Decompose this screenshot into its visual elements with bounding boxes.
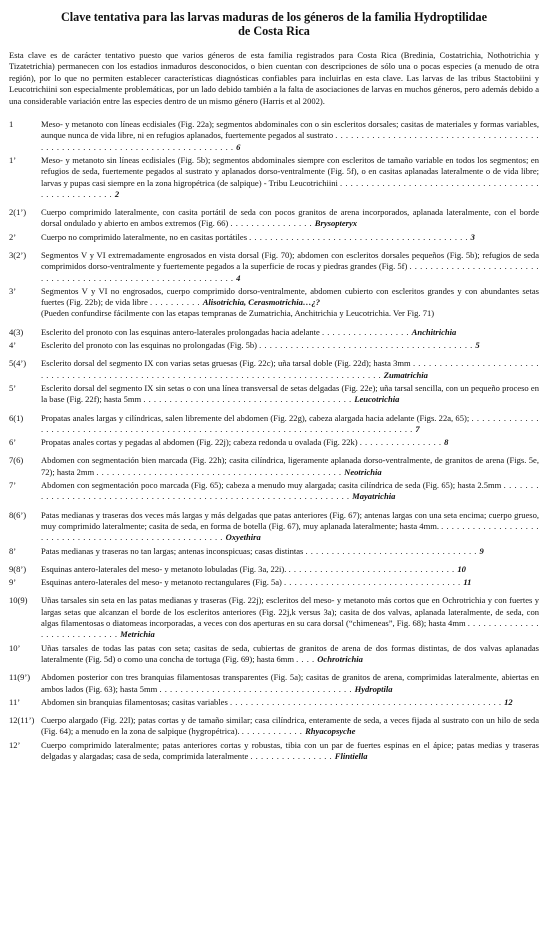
entry-text [41,340,539,351]
entry-text [41,564,539,575]
entry-text [41,595,539,640]
entry-result: 11 [463,577,472,588]
entry-result: Ochrotrichia [317,653,363,664]
leader-dots: . . . . . . . . . . . . . . . . . . . . . . . . . . . . . . . . . . . . . . . . . . . . . . . . . . . . . . . . . . . . . . [41,261,539,283]
leader-dots: . . . . . . . . . . . . . . . . . . . . . . . . . . . . . . . . . . . . . . . . . . . . . . . . . . . . . . . . . . . . . . . . . . [41,480,539,502]
key-couplet [9,564,539,589]
entry-text [41,250,539,284]
entry-text [41,119,539,153]
entry-result: 10 [457,563,466,574]
leader-dots: . . . . . . . . . . . . . . . . [230,218,315,229]
entry-number: 9’ [9,577,17,588]
key-couplet [9,595,539,665]
leader-dots: . . . . . . . . . . . . . . . . . . . . . . . . . . . . . . . . . . . . . . . . . . . . . . . [96,466,345,477]
entry-number: 1’ [9,154,17,165]
leader-dots: . . . . . . . . . . . . . . . . [359,437,445,448]
key-entry [9,697,539,708]
entry-text [41,286,539,320]
key-entry [9,455,539,478]
key-entry [9,595,539,640]
entry-description: Meso- y metanoto con líneas ecdisiales (Fig. 22a); segmentos abdominales con o sin escleritos dorsales; casitas de materiales y formas variables, aunque nunca de vida libre, ni en refugios aplanados, fuertemente pegados al sustrato [41,119,539,141]
entry-number: 7’ [9,480,17,491]
leader-dots: . . . . . . . . . . . . . . . . . . . . . . . . . . . . . . . . [288,563,458,574]
entry-number: 1 [9,119,14,130]
key-entry [9,480,539,503]
entry-result: 7 [415,423,420,434]
key-entry [9,672,539,695]
entry-description: Uñas tarsales de todas las patas con seta; casitas de seda, cubiertas de granitos de arena de dos formas distintas, de dos valvas aplanadas lateralmente (Fig. 5d) o como una concha de tortuga (Fig. 69); hasta 6mm [41,642,539,664]
entry-description: Esclerito del pronoto con las esquinas no prolongadas (Fig. 5b) [41,340,260,351]
entry-text [41,413,539,436]
leader-dots: . . . . . . . . . . . . . . . . . . . . . . . . . . . . . . . . . . . . . . . . . . . . . . . . . . . . . . [41,520,540,543]
key-entry [9,119,539,153]
entry-number: 3’ [9,285,17,296]
title-line-2: de Costa Rica [238,24,310,38]
entry-description: Patas medianas y traseras dos veces más largas y más delgadas que patas anteriores (Fig. 67); antenas largas con una seta encima; cuerpo grueso, muy comprimido lateralmente; casita de seda, en forma de botella (Fig. 67), muy aplanada lateralmente; hasta 4mm. [41,509,539,531]
entry-description: Patas medianas y traseras no tan largas; antenas inconspicuas; casas distintas [41,545,306,556]
entry-note: (Pueden confundirse fácilmente con las etapas tempranas de Zumatrichia, Anchitrichia y Leucotrichia. Ver Fig. 71) [41,308,435,319]
entry-result: Leucotrichia [354,394,400,405]
leader-dots: . . . . . . . . . . . . . . . . . . . . . . . . . . . . . . . . . . . . . . . . . . . . . . . . . . . . . . . . . . . . . . . . . . . . . . . . . . . . [41,130,539,152]
key-entry [9,383,539,406]
key-entry [9,510,539,544]
key-couplet [9,455,539,502]
key-entry [9,358,539,381]
entry-number: 2’ [9,231,17,242]
entry-number: 2(1’) [9,207,27,218]
key-entry [9,577,539,588]
key-entry [9,207,539,230]
entry-text [41,232,539,243]
entry-number: 10’ [9,642,21,653]
entry-number: 4’ [9,340,17,351]
entry-result: Brysopteryx [314,218,358,229]
entry-text [41,510,539,544]
entry-result: 4 [236,272,241,283]
entry-description: Abdomen con segmentación bien marcada (Fig. 22h); casita cilíndrica, ligeramente aplanada dorso-ventralmente, de granitos de arena (Figs. 5e, 72); hasta 2mm [41,455,539,477]
leader-dots: . . . . [296,653,318,664]
leader-dots: . . . . . . . . . . . . . . . . . [322,326,412,337]
key-entry [9,155,539,200]
title-line-1: Clave tentativa para las larvas maduras de los géneros de la familia Hydroptilidae [60,10,488,24]
entry-result: Hydroptila [354,683,393,694]
entry-text [41,546,539,557]
entry-number: 11(9’) [9,672,31,683]
entry-text [41,383,539,406]
entry-text [41,697,539,708]
entry-description: Abdomen con segmentación poco marcada (Fig. 65); cabeza a menudo muy alargada; casita cilíndrica de seda (Fig. 65); hasta 2.5mm [41,480,504,491]
entry-description: Abdomen posterior con tres branquias filamentosas transparentes (Fig. 5a); casitas de granitos de arena, comprimidas lateralmente, abiertas en ambos lados (Fig. 63); hasta 5mm [41,672,539,694]
entry-result: Rhyacopsyche [305,726,356,737]
entry-text [41,740,539,763]
leader-dots: . . . . . . . . . . . . . . . . . . . . . . . . . . . . . . . . . . . . . . . . [143,394,355,405]
entry-text [41,155,539,200]
key-entry [9,250,539,284]
key-couplet [9,327,539,352]
entry-result: Metrichia [120,629,155,640]
key-entry [9,413,539,436]
key-couplet [9,413,539,449]
entry-result: 12 [504,696,513,707]
entry-text [41,715,539,738]
entry-description: Cuerpo alargado (Fig. 22l); patas cortas y de tamaño similar; casa cilíndrica, enteramente de seda, a veces fijada al sustrato con un hilo de seda (Fig. 64); a menudo en la zona de salpique (hygropétrica). [41,715,539,737]
entry-description: Propatas anales cortas y pegadas al abdomen (Fig. 22j); cabeza redonda u ovalada (Fig. 22k) [41,437,360,448]
entry-number: 5’ [9,382,17,393]
leader-dots: . . . . . . . . . . . . [241,726,306,737]
entry-description: Esclerito dorsal del segmento IX con varias setas gruesas (Fig. 22c); uña tarsal doble (Fig. 22d); hasta 3mm [41,358,413,369]
leader-dots: . . . . . . . . . . . . . . . . . . . . . . . . . . . . . . . . . . . . . . . . . . . . . . . . . . . . [229,696,505,707]
entry-text [41,437,539,448]
leader-dots: . . . . . . . . . . . . . . . . . . . . . . . . . . . . . . . . . . [284,577,464,588]
entry-description: Meso- y metanoto sin líneas ecdisiales (Fig. 5b); segmentos abdominales siempre con escleritos de tamaño variable en todos los segmentos; en refugios de seda, fuertemente pegados al sustrato y aplanados dorso-ventralmente (Fig. 5f), o en casitas aplanadas lateralmente o de vida libre; larvas y pupas casi siempre en la zona higropétrica (de salpique) - Tribu Leucotrichiini [41,154,539,188]
key-entry [9,643,539,666]
entry-description: Esclerito dorsal del segmento IX sin setas o con una línea transversal de setas delgadas (Fig. 22e); uña tarsal sencilla, con un pequeño proceso en la base (Fig. 22f); hasta 5mm [41,382,539,405]
entry-result: 6 [236,141,241,152]
entry-description: Cuerpo comprimido lateralmente; patas anteriores cortas y robustas, tibia con un par de fuertes espinas en el ápice; patas medias y traseras delgadas y alargadas; casa de seda, comprimida lateralmente [41,739,539,761]
entry-result: Flintiella [334,750,368,761]
entry-text [41,577,539,588]
leader-dots: . . . . . . . . . . . . . . . . [250,750,335,761]
key-couplet [9,672,539,708]
entry-number: 7(6) [9,455,24,466]
entry-result: Alisotrichia, Cerasmotrichia…¿? [202,297,320,308]
entry-description: Esquinas antero-laterales del meso- y metanoto lobuladas (Fig. 3a, 22i). [41,563,289,574]
entry-text [41,207,539,230]
entry-result: 2 [114,188,120,199]
entry-text [41,358,539,381]
entry-description: Esquinas antero-laterales del meso- y metanoto rectangulares (Fig. 5a) [41,577,285,588]
entry-description: Cuerpo no comprimido lateralmente, no en casitas portátiles [41,231,250,242]
leader-dots: . . . . . . . . . . . . . . . . . . . . . . . . . . . . . . . . . [305,545,480,556]
key-entry [9,740,539,763]
key-entry [9,286,539,320]
key-entry [9,715,539,738]
leader-dots: . . . . . . . . . . . . . . . . . . . . . . . . . . . . . . . . . . . . . . . . . . [249,231,471,242]
entry-text [41,455,539,478]
entry-result: 8 [444,437,449,448]
key-couplet [9,119,539,200]
key-entry [9,437,539,448]
identification-key [9,119,539,762]
key-entry [9,232,539,243]
entry-text [41,643,539,666]
entry-result: 9 [479,545,484,556]
entry-result: Anchitrichia [411,326,457,337]
leader-dots: . . . . . . . . . . . . . . . . . . . . . . . . . . . . . [41,618,539,640]
entry-text [41,480,539,503]
entry-number: 10(9) [9,595,28,606]
entry-number: 6’ [9,437,17,448]
entry-number: 4(3) [9,326,24,337]
intro-paragraph: Esta clave es de carácter tentativo puesto que varios géneros de esta familia registrados para Costa Rica (Bredinia, Costatrichia, Nothotrichia y Tizatetrichia) permanecen con los estadios inmaduros desconocidos, o bien cuentan con descripciones de sólo una o pocas especies (a menudo de otra región), por lo que no permiten establecer características diagnósticas confiables para incluirlas en esta clave. Las larvas de las tribus Stactobiini y Leucotrichiini son especialmente problemáticas, por un lado debido también a la falta de asociaciones de larvas en muchos géneros, pero además debido a una considerable variación entre las especies dentro de un mismo género (Harris et al 2002). [9,50,539,106]
document-title [9,10,539,38]
entry-result: Mayatrichia [352,491,396,502]
entry-description: Propatas anales largas y cilíndricas, salen libremente del abdomen (Fig. 22g), cabeza alargada hacia adelante (Figs. 22a, 65); [41,412,472,423]
key-entry [9,340,539,351]
entry-result: 3 [470,231,475,242]
key-couplet [9,715,539,762]
entry-number: 3(2’) [9,250,27,260]
entry-number: 12(11’) [9,715,35,726]
leader-dots: . . . . . . . . . . . . . . . . . . . . . . . . . . . . . . . . . . . . . . . . . . . . . . . . . . . . . . . . . . . . . . . . . . . . . . . . . . . . . . . . . . . . [41,412,539,434]
entry-number: 8(6’) [9,509,27,520]
entry-text [41,672,539,695]
entry-description: Segmentos V y VI no engrosados, cuerpo comprimido dorso-ventralmente, abdomen cubierto con escleritos grandes y con abundantes setas fuertes (Fig. 22b); de vida libre [41,285,539,308]
key-couplet [9,510,539,557]
leader-dots: . . . . . . . . . . . . . . . . . . . . . . . . . . . . . . . . . . . . . [159,683,355,694]
leader-dots: . . . . . . . . . . . . . . . . . . . . . . . . . . . . . . . . . . . . . . . . . . . . . . . . . . . . . . . . . . . . . . . . . . . . . . . . . . . . . . . . . . . . . . . . . [41,358,539,380]
entry-number: 9(8’) [9,563,27,574]
entry-description: Segmentos V y VI extremadamente engrosados en vista dorsal (Fig. 70); abdomen con escleritos dorsales pequeños (Fig. 5b); refugios de seda comprimidos dorso-ventralmente y fuertemente pegados a la superficie de rocas y piedras grandes (Fig. 5f) [41,250,539,272]
entry-description: Abdomen sin branquias filamentosas; casitas variables [41,696,230,707]
entry-result: Zumatrichia [383,369,428,380]
entry-text [41,327,539,338]
entry-number: 12’ [9,739,21,750]
leader-dots: . . . . . . . . . . . . . . . . . . . . . . . . . . . . . . . . . . . . . . . . . . . . . . . . . . . . [41,177,539,199]
key-couplet [9,250,539,320]
key-entry [9,546,539,557]
entry-number: 11’ [9,696,21,707]
entry-description: Uñas tarsales sin seta en las patas medianas y traseras (Fig. 22j); escleritos del meso- y metanoto más cortos que en Ochrotrichia y con fuertes y largas setas que alcanzan el borde de los escleritos anteriores (Fig. 22j,k versus 3a); casita de dos valvas, aplanada lateralmente, de seda, con algas filamentosas o diatomeas incorporadas, a veces con dos aperturas en su cara dorsal (“chimeneas”, Fig. 68); hasta 4mm [41,595,539,629]
key-couplet [9,358,539,405]
key-couplet [9,207,539,243]
entry-number: 5(4’) [9,358,27,369]
key-entry [9,564,539,575]
entry-result: Neotrichia [344,466,382,477]
entry-description: Esclerito del pronoto con las esquinas antero-laterales prolongadas hacia adelante [41,326,322,337]
entry-number: 8’ [9,545,17,556]
entry-result: 5 [475,340,480,351]
key-entry [9,327,539,338]
leader-dots: . . . . . . . . . . [149,297,203,308]
entry-description: Cuerpo comprimido lateralmente, con casita portátil de seda con pocos granitos de arena incorporados, aplanada lateralmente, con el borde dorsal ondulado y abierto en ambos extremos (Fig. 66) [41,207,539,229]
entry-number: 6(1) [9,412,24,423]
leader-dots: . . . . . . . . . . . . . . . . . . . . . . . . . . . . . . . . . . . . . . . . . [259,340,476,351]
entry-result: Oxyethira [225,532,261,543]
